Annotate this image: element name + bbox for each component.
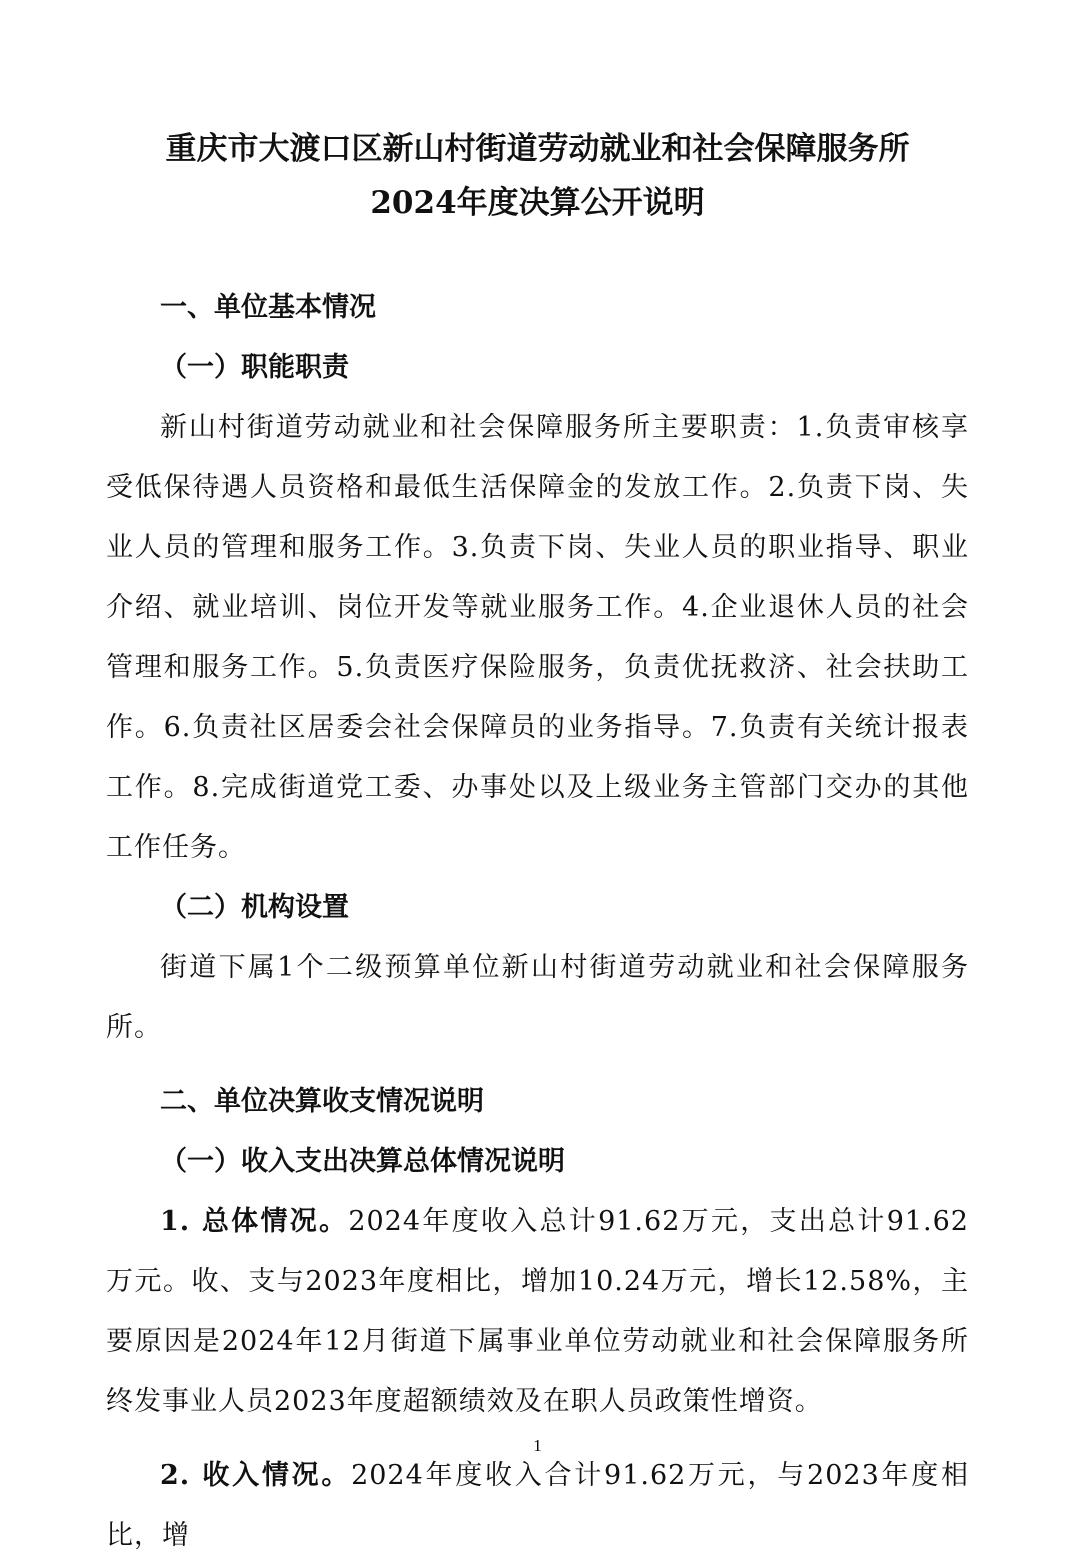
subheading-functions: （一）职能职责 — [160, 352, 349, 383]
overall-text: 2024年度收入总计91.62万元，支出总计91.62万元。收、支与2023年度相比，增加10.24万元，增长12.58%，主要原因是2024年12月街道下属事业单位劳动就业和社会保障服务所终发事业人员2023年度超额绩效及在职人员政策性增资。 — [106, 1206, 969, 1417]
organization-paragraph: 街道下属1个二级预算单位新山村街道劳动就业和社会保障服务所。 — [106, 952, 969, 1043]
section-heading-budget: 二、单位决算收支情况说明 — [160, 1086, 484, 1117]
overall-label: 1. 总体情况。 — [160, 1206, 349, 1237]
subheading-organization: （二）机构设置 — [160, 892, 349, 923]
document-title — [106, 122, 969, 230]
income-paragraph — [106, 1446, 969, 1566]
income-label: 2. 收入情况。 — [160, 1460, 352, 1491]
page-number: 1 — [533, 1436, 542, 1455]
subheading-income-expense: （一）收入支出决算总体情况说明 — [160, 1146, 565, 1177]
title-line-1: 重庆市大渡口区新山村街道劳动就业和社会保障服务所 — [165, 131, 910, 167]
section-heading-basic-info: 一、单位基本情况 — [160, 292, 376, 323]
title-line-2: 2024年度决算公开说明 — [370, 185, 705, 221]
income-text: 2024年度收入合计91.62万元，与2023年度相比，增 — [106, 1460, 969, 1551]
functions-paragraph: 新山村街道劳动就业和社会保障服务所主要职责：1.负责审核享受低保待遇人员资格和最低生活保障金的发放工作。2.负责下岗、失业人员的管理和服务工作。3.负责下岗、失业人员的职业指导、职业介绍、就业培训、岗位开发等就业服务工作。4.企业退休人员的社会管理和服务工作。5.负责医疗保险服务，负责优抚救济、社会扶助工作。6.负责社区居委会社会保障员的业务指导。7.负责有关统计报表工作。8.完成街道党工委、办事处以及上级业务主管部门交办的其他工作任务。 — [106, 412, 969, 863]
overall-paragraph — [106, 1192, 969, 1432]
